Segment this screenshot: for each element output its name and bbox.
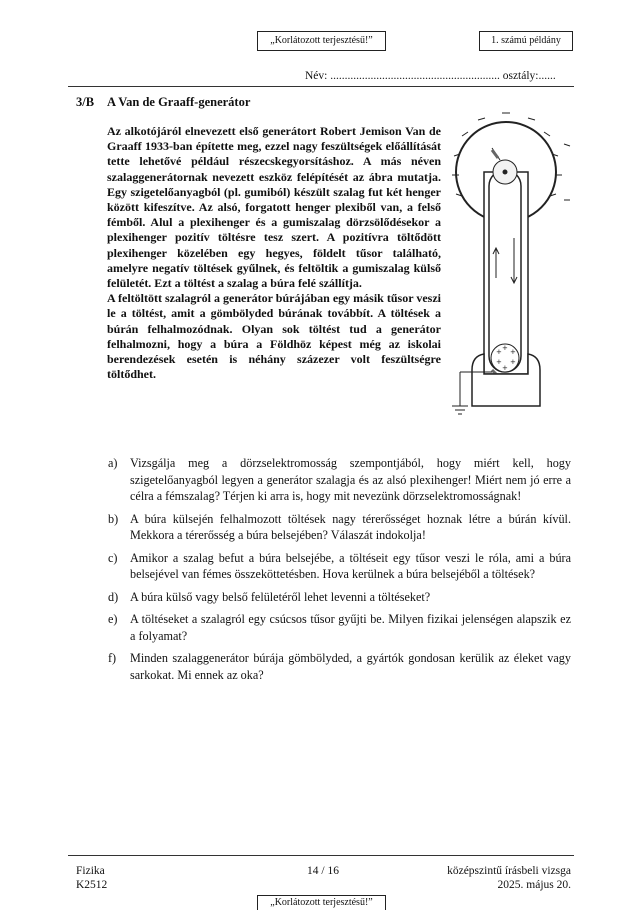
question-letter: c)	[108, 550, 118, 565]
question-c	[108, 550, 571, 583]
question-letter: a)	[108, 456, 118, 470]
svg-text:+: +	[496, 358, 502, 366]
van-de-graaff-diagram	[452, 108, 578, 428]
question-f	[108, 650, 571, 683]
question-letter: d)	[108, 589, 119, 604]
footer-subject	[76, 864, 107, 892]
svg-text:+: +	[510, 348, 516, 356]
page-number: 14 / 16	[307, 865, 339, 877]
question-b	[108, 511, 571, 544]
question-d	[108, 589, 571, 606]
intro-text	[107, 124, 441, 382]
exam-level: középszintű írásbeli vizsga	[447, 865, 571, 877]
section-number: 3/B	[76, 95, 95, 109]
exam-date: 2025. május 20.	[497, 879, 571, 891]
question-e	[108, 611, 571, 644]
question-text: A búra külső vagy belső felületéről lehet levenni a töltéseket?	[130, 589, 431, 604]
svg-text:+: +	[496, 348, 502, 356]
question-a	[108, 455, 571, 505]
top-comb	[492, 148, 500, 160]
subject-name: Fizika	[76, 865, 105, 877]
restriction-notice-footer: „Korlátozott terjesztésű!”	[257, 895, 386, 910]
question-letter: e)	[108, 612, 118, 626]
name-class-field: Név: ........................................................... osztály:......	[305, 70, 556, 82]
copy-number: 1. számú példány	[479, 31, 573, 51]
section-title: A Van de Graaff-generátor	[107, 95, 251, 109]
question-list	[108, 455, 571, 689]
footer-divider	[68, 855, 574, 856]
intro-paragraph-2: A feltöltött szalagról a generátor búrájában egy másik tűsor veszi le a töltést, amit a gömbölyded búrának továbbít. A töltések a búrán felhalmozódnak. Olyan sok töltést tud a generátor felhalmozni, hogy a búra a Földhöz képest még az iskolai berendezések esetén is néhány százezer volt feszültségre töltődhet.	[107, 291, 441, 382]
intro-paragraph-1: Az alkotójáról elnevezett első generátort Robert Jemison Van de Graaff 1933-ban építette meg, ezzel nagy feszültségek előállítását tette lehetővé például részecskegyorsításhoz. A más néven szalaggenerátornak nevezett eszköz felépítését az ábra mutatja. Egy szigetelőanyagból (pl. gumiból) készült szalag fut két henger között kifeszítve. Az alsó, forgatott henger plexiből van, a felső fémből. Alul a plexihenger és a gumiszalag dörzsölődésekor a plexihenger pozitív töltésre tesz szert. A pozitívra töltődött plexihenger közelében egy hegyes, földelt tűsor található, amelyre negatív töltések gyűlnek, és feltöltik a gumiszalag külső felületét. Ezt a töltést a szalag a búra felé szállítja.	[107, 124, 441, 291]
restriction-notice: „Korlátozott terjesztésű!”	[257, 31, 386, 51]
exam-code: K2512	[76, 879, 108, 891]
belt	[489, 170, 521, 372]
footer-exam-info	[447, 864, 571, 892]
svg-text:+: +	[502, 364, 508, 372]
question-letter: f)	[108, 651, 117, 665]
header-divider	[68, 86, 574, 87]
question-text: A búra külsején felhalmozott töltések nagy térerősséget hoznak létre a búrán kívül. Mekkora a térerősség a búra belsejében? Válaszát indokolja!	[130, 511, 571, 542]
question-text: Vizsgálja meg a dörzselektromosság szempontjából, hogy miért kell, hogy szigetelőanyagból legyen a generátor szalagja és az alsó plexihenger! Miért nem jó erre a célra a fémszalag? Térjen ki arra is, hogy mit nevezünk dörzselektromosságnak!	[130, 456, 571, 503]
question-text: Minden szalaggenerátor búrája gömbölyded, a gyártók gondosan kerülik az éleket vagy sarkokat. Mi ennek az oka?	[130, 651, 571, 682]
question-text: A töltéseket a szalagról egy csúcsos tűsor gyűjti be. Milyen fizikai jelenségen alapszik ez a folyamat?	[130, 612, 571, 643]
question-text: Amikor a szalag befut a búra belsejébe, a töltéseit egy tűsor veszi le róla, ami a búra belsejével van fémes összeköttetésben. Hova kerülnek a búra belsejéből a töltések?	[130, 550, 571, 581]
question-letter: b)	[108, 511, 119, 526]
svg-text:+: +	[510, 358, 516, 366]
svg-text:+: +	[502, 344, 508, 352]
